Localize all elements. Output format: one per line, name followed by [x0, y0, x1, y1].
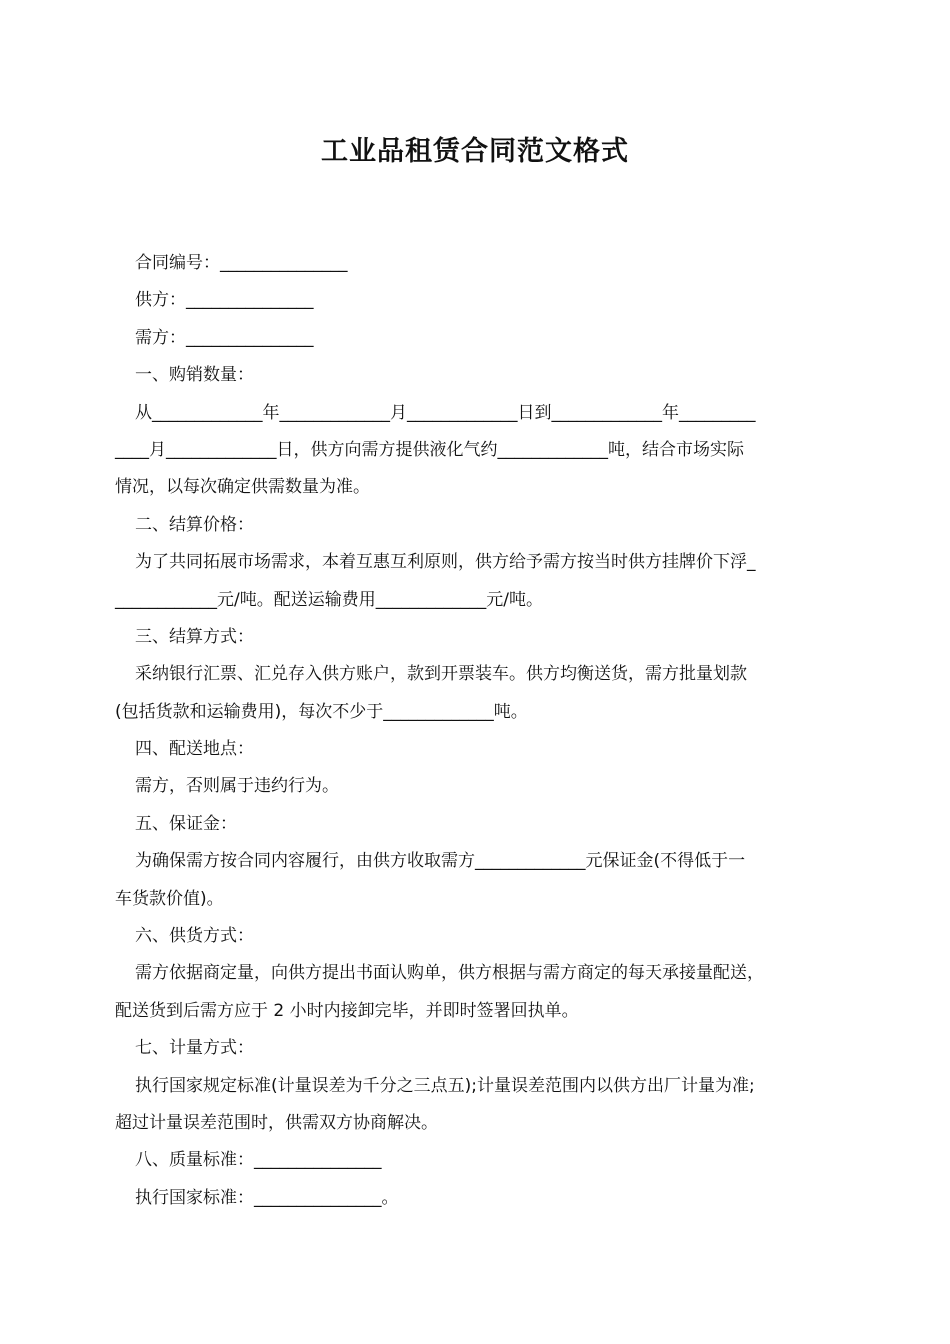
paragraph-line: 三、结算方式：	[135, 626, 254, 647]
paragraph-line: 供方：_______________	[135, 290, 314, 311]
document-body	[115, 245, 845, 1217]
paragraph-line: 执行国家规定标准(计量误差为千分之三点五);计量误差范围内以供方出厂计量为准;	[135, 1075, 755, 1096]
paragraph-line: ____________元/吨。配送运输费用_____________元/吨。	[115, 589, 543, 610]
paragraph-line: 超过计量误差范围时，供需双方协商解决。	[115, 1112, 438, 1133]
paragraph-line: 二、结算价格：	[135, 514, 254, 535]
paragraph-line: 为了共同拓展市场需求，本着互惠互利原则，供方给予需方按当时供方挂牌价下浮_	[135, 552, 756, 573]
paragraph-line: 六、供货方式：	[135, 926, 254, 947]
paragraph-line: 一、购销数量：	[135, 365, 254, 386]
paragraph-line: 合同编号：_______________	[135, 253, 348, 273]
paragraph-line: 八、质量标准：_______________	[135, 1150, 382, 1171]
paragraph-line: 情况，以每次确定供需数量为准。	[115, 477, 370, 498]
paragraph-line: 需方，否则属于违约行为。	[135, 776, 339, 797]
paragraph-line: 采纳银行汇票、汇兑存入供方账户，款到开票装车。供方均衡送货，需方批量划款	[135, 664, 747, 685]
paragraph-line: 需方依据商定量，向供方提出书面认购单，供方根据与需方商定的每天承接量配送，	[135, 963, 764, 984]
paragraph-line: ____月_____________日，供方向需方提供液化气约_____________吨，结合市场实际	[115, 439, 744, 460]
paragraph-line: 从_____________年_____________月_____________日到_____________年_________	[135, 402, 756, 423]
document-title: 工业品租赁合同范文格式	[321, 136, 629, 167]
paragraph-line: 七、计量方式：	[135, 1038, 254, 1059]
paragraph-line: 为确保需方按合同内容履行，由供方收取需方_____________元保证金(不得低于一	[135, 851, 746, 872]
paragraph-line: 车货款价值)。	[115, 888, 224, 909]
paragraph-line: 四、配送地点：	[135, 739, 254, 760]
paragraph-line: 执行国家标准：_______________。	[135, 1187, 399, 1208]
paragraph-line: 配送货到后需方应于 2 小时内接卸完毕，并即时签署回执单。	[115, 1000, 579, 1021]
paragraph-line: 需方：_______________	[135, 327, 314, 348]
paragraph-line: (包括货款和运输费用)，每次不少于_____________吨。	[115, 701, 528, 722]
paragraph-line: 五、保证金：	[135, 813, 237, 834]
